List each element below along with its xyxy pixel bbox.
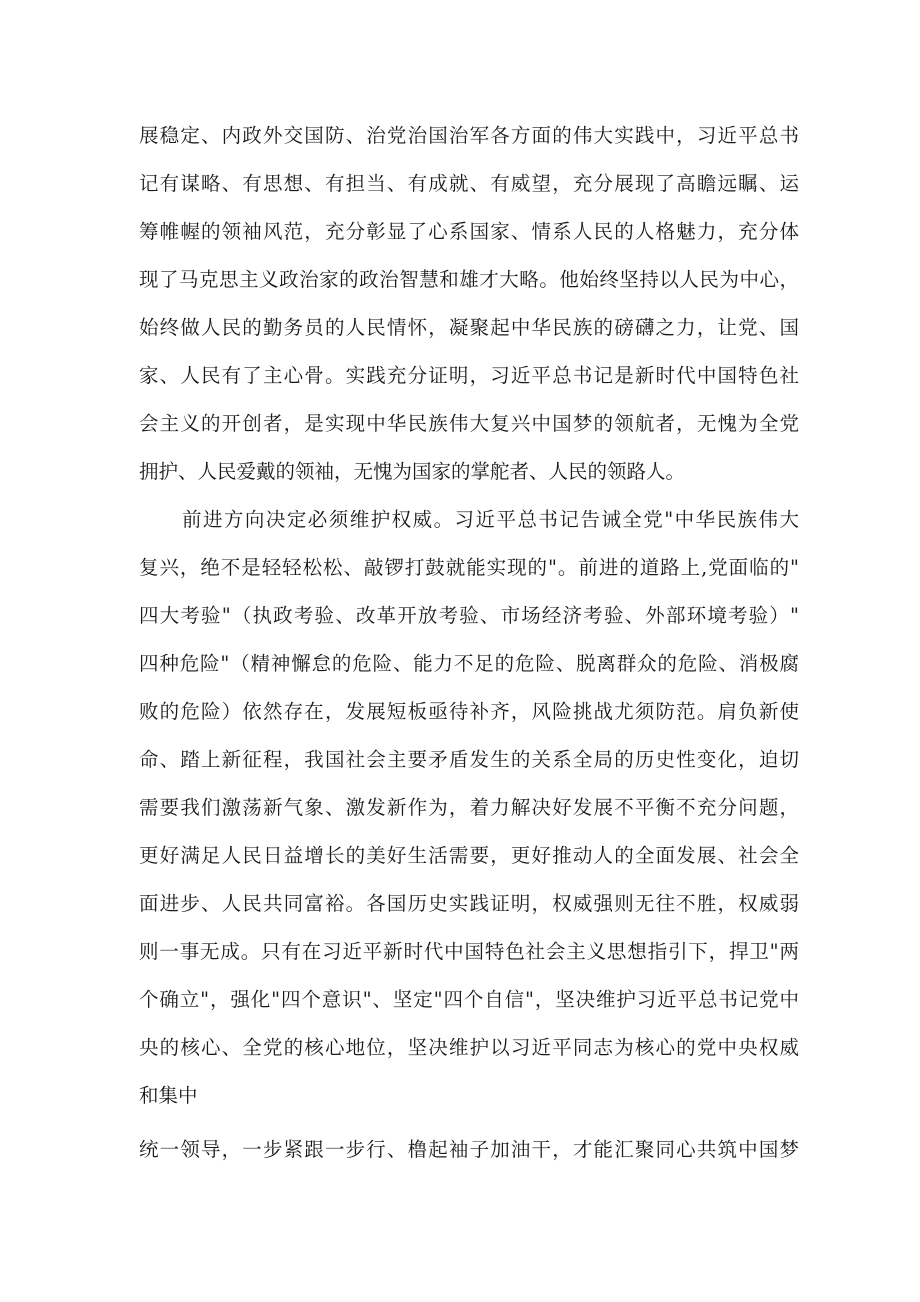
text-line: 家、人民有了主心骨。实践充分证明，习近平总书记是新时代中国特色社 — [139, 364, 799, 387]
text-line: 命、踏上新征程，我国社会主要矛盾发生的关系全局的历史性变化，迫切 — [139, 748, 799, 771]
text-line: 更好满足人民日益增长的美好生活需要，更好推动人的全面发展、社会全 — [139, 844, 799, 867]
text-line: 统一领导，一步紧跟一步行、橹起袖子加油干，才能汇聚同心共筑中国梦 — [139, 1138, 799, 1161]
text-line: 筹帷幄的领袖风范，充分彰显了心系国家、情系人民的人格魅力，充分体 — [139, 220, 799, 243]
text-line: 四种危险"（精神懈怠的危险、能力不足的危险、脱离群众的危险、消极腐 — [139, 652, 799, 675]
text-line: 和集中 — [139, 1084, 198, 1107]
text-line: 面进步、人民共同富裕。各国历史实践证明，权威强则无往不胜，权威弱 — [139, 892, 799, 915]
text-line: 展稳定、内政外交国防、治党治国治军各方面的伟大实践中，习近平总书 — [139, 124, 799, 147]
text-line: 央的核心、全党的核心地位，坚决维护以习近平同志为核心的党中央权威 — [139, 1036, 799, 1059]
text-line: 需要我们激荡新气象、激发新作为，着力解决好发展不平衡不充分问题， — [139, 796, 799, 819]
text-line: 个确立"，强化"四个意识"、坚定"四个自信"，坚决维护习近平总书记党中 — [139, 988, 799, 1011]
text-line: 败的危险）依然存在，发展短板亟待补齐，风险挑战尤须防范。肩负新使 — [139, 700, 799, 723]
text-line: 前进方向决定必须维护权威。习近平总书记告诫全党"中华民族伟大 — [182, 508, 799, 531]
text-line: 始终做人民的勤务员的人民情怀，凝聚起中华民族的磅礴之力，让党、国 — [139, 316, 799, 339]
text-line: 拥护、人民爱戴的领袖，无愧为国家的掌舵者、人民的领路人。 — [139, 460, 686, 483]
text-line: 四大考验"（执政考验、改革开放考验、市场经济考验、外部环境考验）" — [139, 604, 799, 627]
text-line: 现了马克思主义政治家的政治智慧和雄才大略。他始终坚持以人民为中心， — [139, 268, 799, 291]
text-line: 记有谋略、有思想、有担当、有成就、有威望，充分展现了高瞻远瞩、运 — [139, 172, 799, 195]
text-line: 复兴，绝不是轻轻松松、敲锣打鼓就能实现的"。前进的道路上,党面临的" — [139, 556, 799, 579]
text-line: 会主义的开创者，是实现中华民族伟大复兴中国梦的领航者，无愧为全党 — [139, 412, 799, 435]
text-line: 则一事无成。只有在习近平新时代中国特色社会主义思想指引下，捍卫"两 — [139, 940, 799, 963]
